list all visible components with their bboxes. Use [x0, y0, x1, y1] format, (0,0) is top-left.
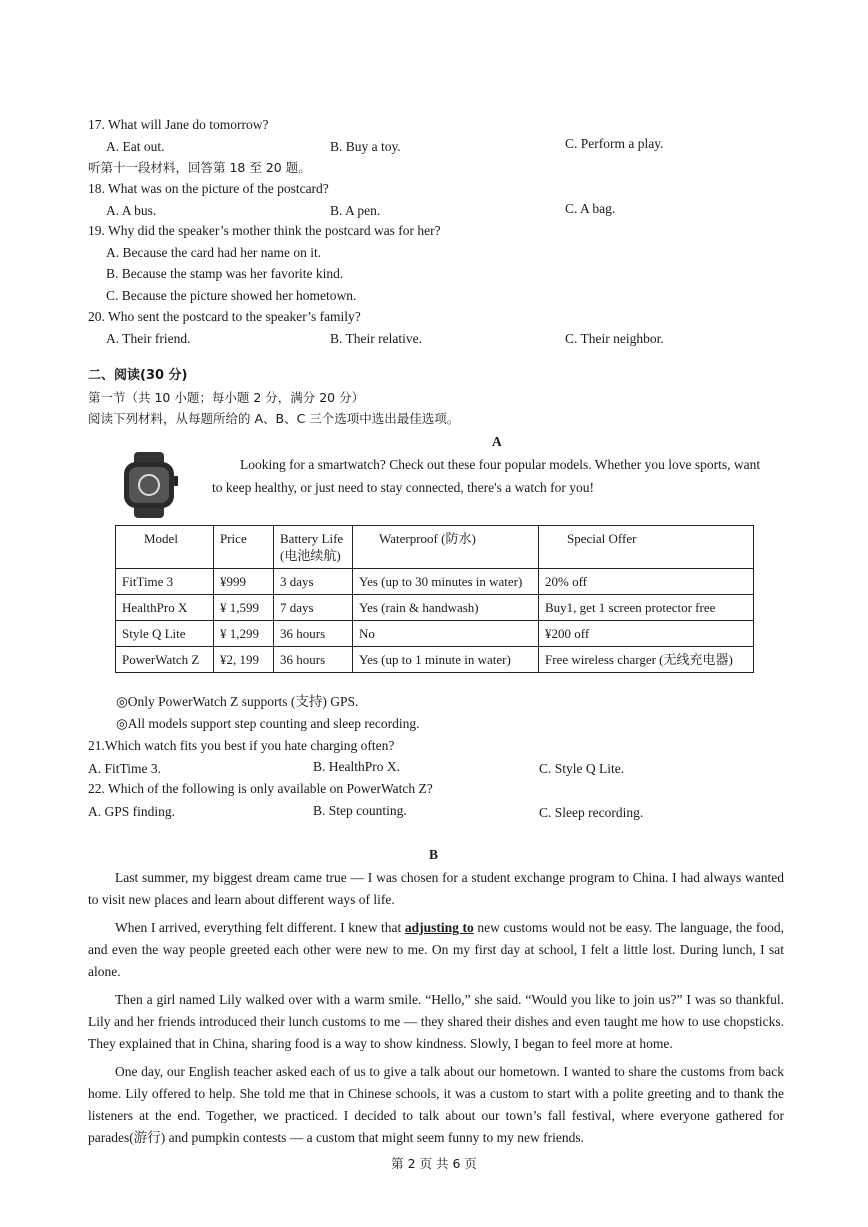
- smartwatch-table: [115, 525, 754, 673]
- cell-price: ¥ 1,299: [214, 621, 274, 647]
- cell-offer: Buy1, get 1 screen protector free: [539, 595, 754, 621]
- header-battery-life: [274, 526, 353, 569]
- question-19-option-a: A. Because the card had her name on it.: [106, 245, 322, 260]
- question-19-stem: 19. Why did the speaker’s mother think the postcard was for her?: [88, 223, 441, 238]
- underlined-phrase: adjusting to: [404, 920, 474, 935]
- header-model: Model: [116, 526, 214, 569]
- passage-a-intro-line-1: Looking for a smartwatch? Check out these four popular models. Whether you love sports, want: [240, 457, 761, 472]
- smartwatch-icon: [120, 452, 178, 518]
- passage-a-note-1: ◎Only PowerWatch Z supports (支持) GPS.: [116, 694, 359, 709]
- cell-battery: 36 hours: [274, 647, 353, 673]
- cell-waterproof: Yes (up to 30 minutes in water): [353, 569, 539, 595]
- paragraph-2-text-end: new customs would not be easy. The language, the food, and even the way people greeted each other were new to me. On my first day at school, I felt a little lost. During lunch, I sat alone.: [88, 920, 785, 979]
- cell-battery: 36 hours: [274, 621, 353, 647]
- cell-price: ¥999: [214, 569, 274, 595]
- cell-waterproof: Yes (up to 1 minute in water): [353, 647, 539, 673]
- question-21-option-c: C. Style Q Lite.: [539, 761, 625, 776]
- cell-model: FitTime 3: [116, 569, 214, 595]
- cell-price: ¥ 1,599: [214, 595, 274, 621]
- cell-offer: ¥200 off: [539, 621, 754, 647]
- question-20-option-b: B. Their relative.: [330, 331, 422, 346]
- question-22-stem: 22. Which of the following is only available on PowerWatch Z?: [88, 781, 433, 796]
- reading-instructions: 阅读下列材料，从每题所给的 A、B、C 三个选项中选出最佳选项。: [88, 411, 460, 426]
- cell-waterproof: Yes (rain & handwash): [353, 595, 539, 621]
- passage-a-intro-line-2: to keep healthy, or just need to stay connected, there's a watch for you!: [212, 480, 595, 495]
- cell-waterproof: No: [353, 621, 539, 647]
- question-21-option-b: B. HealthPro X.: [313, 759, 400, 774]
- cell-model: PowerWatch Z: [116, 647, 214, 673]
- question-22-option-b: B. Step counting.: [313, 803, 407, 818]
- question-18-option-b: B. A pen.: [330, 203, 381, 218]
- cell-battery: 3 days: [274, 569, 353, 595]
- cell-model: HealthPro X: [116, 595, 214, 621]
- passage-a-label: A: [492, 434, 502, 449]
- question-21-option-a: A. FitTime 3.: [88, 761, 162, 776]
- header-battery-life-zh: (电池续航): [280, 548, 341, 563]
- header-special-offer: Special Offer: [539, 526, 754, 569]
- table-row: [116, 569, 754, 595]
- reading-part-1-info: 第一节（共 10 小题；每小题 2 分，满分 20 分）: [88, 390, 365, 405]
- passage-b-paragraph-3: Then a girl named Lily walked over with a warm smile. “Hello,” she said. “Would you like to join us?” I was so thankful. Lily and her friends introduced their lunch customs to me — they shared their dishes and even taught me how to use chopsticks. They explained that in China, sharing food is a way to show kindness. Slowly, I began to feel more at home.: [88, 992, 784, 1051]
- table-row: [116, 621, 754, 647]
- cell-battery: 7 days: [274, 595, 353, 621]
- passage-a-note-2: ◎All models support step counting and sleep recording.: [116, 716, 420, 731]
- passage-b-paragraph-1: Last summer, my biggest dream came true — I was chosen for a student exchange program to China. I had always wanted to visit new places and learn about different ways of life.: [88, 870, 784, 907]
- question-17-option-a: A. Eat out.: [106, 139, 165, 154]
- question-19-option-b: B. Because the stamp was her favorite kind.: [106, 266, 344, 281]
- question-17-stem: 17. What will Jane do tomorrow?: [88, 117, 269, 132]
- cell-price: ¥2, 199: [214, 647, 274, 673]
- question-20-option-a: A. Their friend.: [106, 331, 191, 346]
- cell-model: Style Q Lite: [116, 621, 214, 647]
- passage-b-paragraph-4: One day, our English teacher asked each of us to give a talk about our hometown. I wanted to share the customs from back home. Lily offered to help. She told me that in Chinese schools, it was a custom to start with a polite greeting and to thank the listeners at the end. Together, we practiced. I decided to talk about our town’s fall festival, where everyone gathered for parades(游行) and pumpkin contests — a custom that might seem funny to my new friends.: [88, 1064, 784, 1145]
- question-22-option-c: C. Sleep recording.: [539, 805, 644, 820]
- table-row: [116, 595, 754, 621]
- question-19-option-c: C. Because the picture showed her hometown.: [106, 288, 357, 303]
- question-21-stem: 21.Which watch fits you best if you hate charging often?: [88, 738, 395, 753]
- question-17-option-c: C. Perform a play.: [565, 136, 664, 151]
- passage-b-label: B: [429, 847, 439, 862]
- question-20-stem: 20. Who sent the postcard to the speaker’s family?: [88, 309, 361, 324]
- question-18-option-a: A. A bus.: [106, 203, 157, 218]
- paragraph-2-text-start: When I arrived, everything felt different. I knew that: [115, 920, 405, 935]
- page-number: 第 2 页 共 6 页: [391, 1156, 477, 1171]
- question-22-option-a: A. GPS finding.: [88, 804, 176, 819]
- reading-section-heading: 二、阅读(30 分): [88, 368, 188, 383]
- table-row: [116, 647, 754, 673]
- question-17-option-b: B. Buy a toy.: [330, 139, 401, 154]
- cell-offer: 20% off: [539, 569, 754, 595]
- question-20-option-c: C. Their neighbor.: [565, 331, 664, 346]
- header-battery-life-en: Battery Life: [280, 531, 344, 546]
- passage-b-paragraph-2: [88, 917, 784, 983]
- table-header-row: [116, 526, 754, 569]
- passage-b-body: [88, 867, 784, 1149]
- question-18-option-c: C. A bag.: [565, 201, 616, 216]
- question-18-stem: 18. What was on the picture of the postcard?: [88, 181, 329, 196]
- header-waterproof: Waterproof (防水): [353, 526, 539, 569]
- section-11-instruction: 听第十一段材料，回答第 18 至 20 题。: [88, 160, 311, 175]
- cell-offer: Free wireless charger (无线充电器): [539, 647, 754, 673]
- header-price: Price: [214, 526, 274, 569]
